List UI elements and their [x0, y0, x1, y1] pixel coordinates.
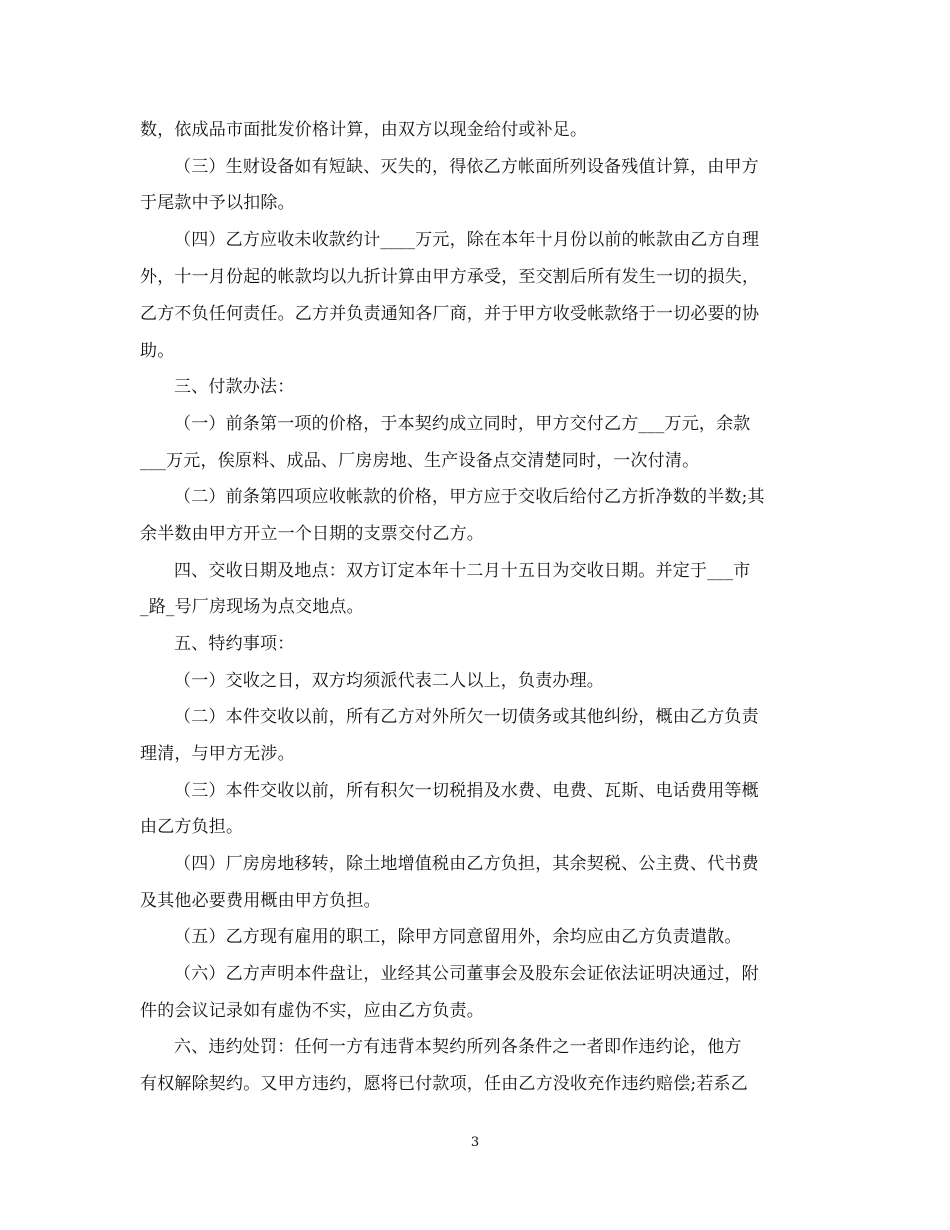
section-heading-delivery: 四、交收日期及地点：双方订定本年十二月十五日为交收日期。并定于___市: [174, 561, 751, 581]
text-line-3: 于尾款中予以扣除。: [140, 193, 295, 213]
text-line-1: 数，依成品市面批发价格计算，由双方以现金给付或补足。: [140, 120, 588, 140]
text-line-5: 外，十一月份起的帐款均以九折计算由甲方承受，至交割后所有发生一切的损失，: [140, 267, 760, 287]
text-line-23: （五）乙方现有雇用的职工，除甲方同意留用外，余均应由乙方负责遣散。: [174, 927, 742, 947]
text-line-11: （二）前条第四项应收帐款的价格，甲方应于交收后给付乙方折净数的半数;其: [174, 487, 765, 507]
text-line-18: 理清，与甲方无涉。: [140, 744, 295, 764]
text-line-24: （六）乙方声明本件盘让，业经其公司董事会及股东会证依法证明决通过，附: [174, 964, 759, 984]
text-line-7: 助。: [140, 341, 175, 361]
text-line-10: ___万元，俟原料、成品、厂房房地、生产设备点交清楚同时，一次付清。: [140, 451, 700, 471]
text-line-17: （二）本件交收以前，所有乙方对外所欠一切债务或其他纠纷，概由乙方负责: [174, 707, 759, 727]
text-line-19: （三）本件交收以前，所有积欠一切税捐及水费、电费、瓦斯、电话费用等概: [174, 781, 759, 801]
page-number: 3: [470, 1135, 480, 1150]
text-line-27: 有权解除契约。又甲方违约，愿将已付款项，任由乙方没收充作违约赔偿;若系乙: [140, 1074, 748, 1094]
text-line-22: 及其他必要费用概由甲方负担。: [140, 891, 381, 911]
section-heading-special-terms: 五、特约事项：: [174, 634, 295, 654]
text-line-12: 余半数由甲方开立一个日期的支票交付乙方。: [140, 524, 484, 544]
text-line-16: （一）交收之日，双方均须派代表二人以上，负责办理。: [174, 671, 604, 691]
text-line-14: _路_号厂房现场为点交地点。: [140, 597, 364, 617]
section-heading-payment: 三、付款办法：: [174, 377, 295, 397]
text-line-9: （一）前条第一项的价格，于本契约成立同时，甲方交付乙方___万元，余款: [174, 414, 751, 434]
text-line-6: 乙方不负任何责任。乙方并负责通知各厂商，并于甲方收受帐款络于一切必要的协: [140, 304, 760, 324]
section-heading-penalty: 六、违约处罚：任何一方有违背本契约所列各条件之一者即作违约论，他方: [174, 1037, 742, 1057]
text-line-21: （四）厂房房地移转，除土地增值税由乙方负担，其余契税、公主费、代书费: [174, 854, 759, 874]
text-line-20: 由乙方负担。: [140, 817, 244, 837]
text-line-2: （三）生财设备如有短缺、灭失的，得依乙方帐面所列设备残值计算，由甲方: [174, 157, 759, 177]
text-line-4: （四）乙方应收未收款约计____万元，除在本年十月份以前的帐款由乙方自理: [174, 230, 760, 250]
text-line-25: 件的会议记录如有虚伪不实，应由乙方负责。: [140, 1001, 484, 1021]
